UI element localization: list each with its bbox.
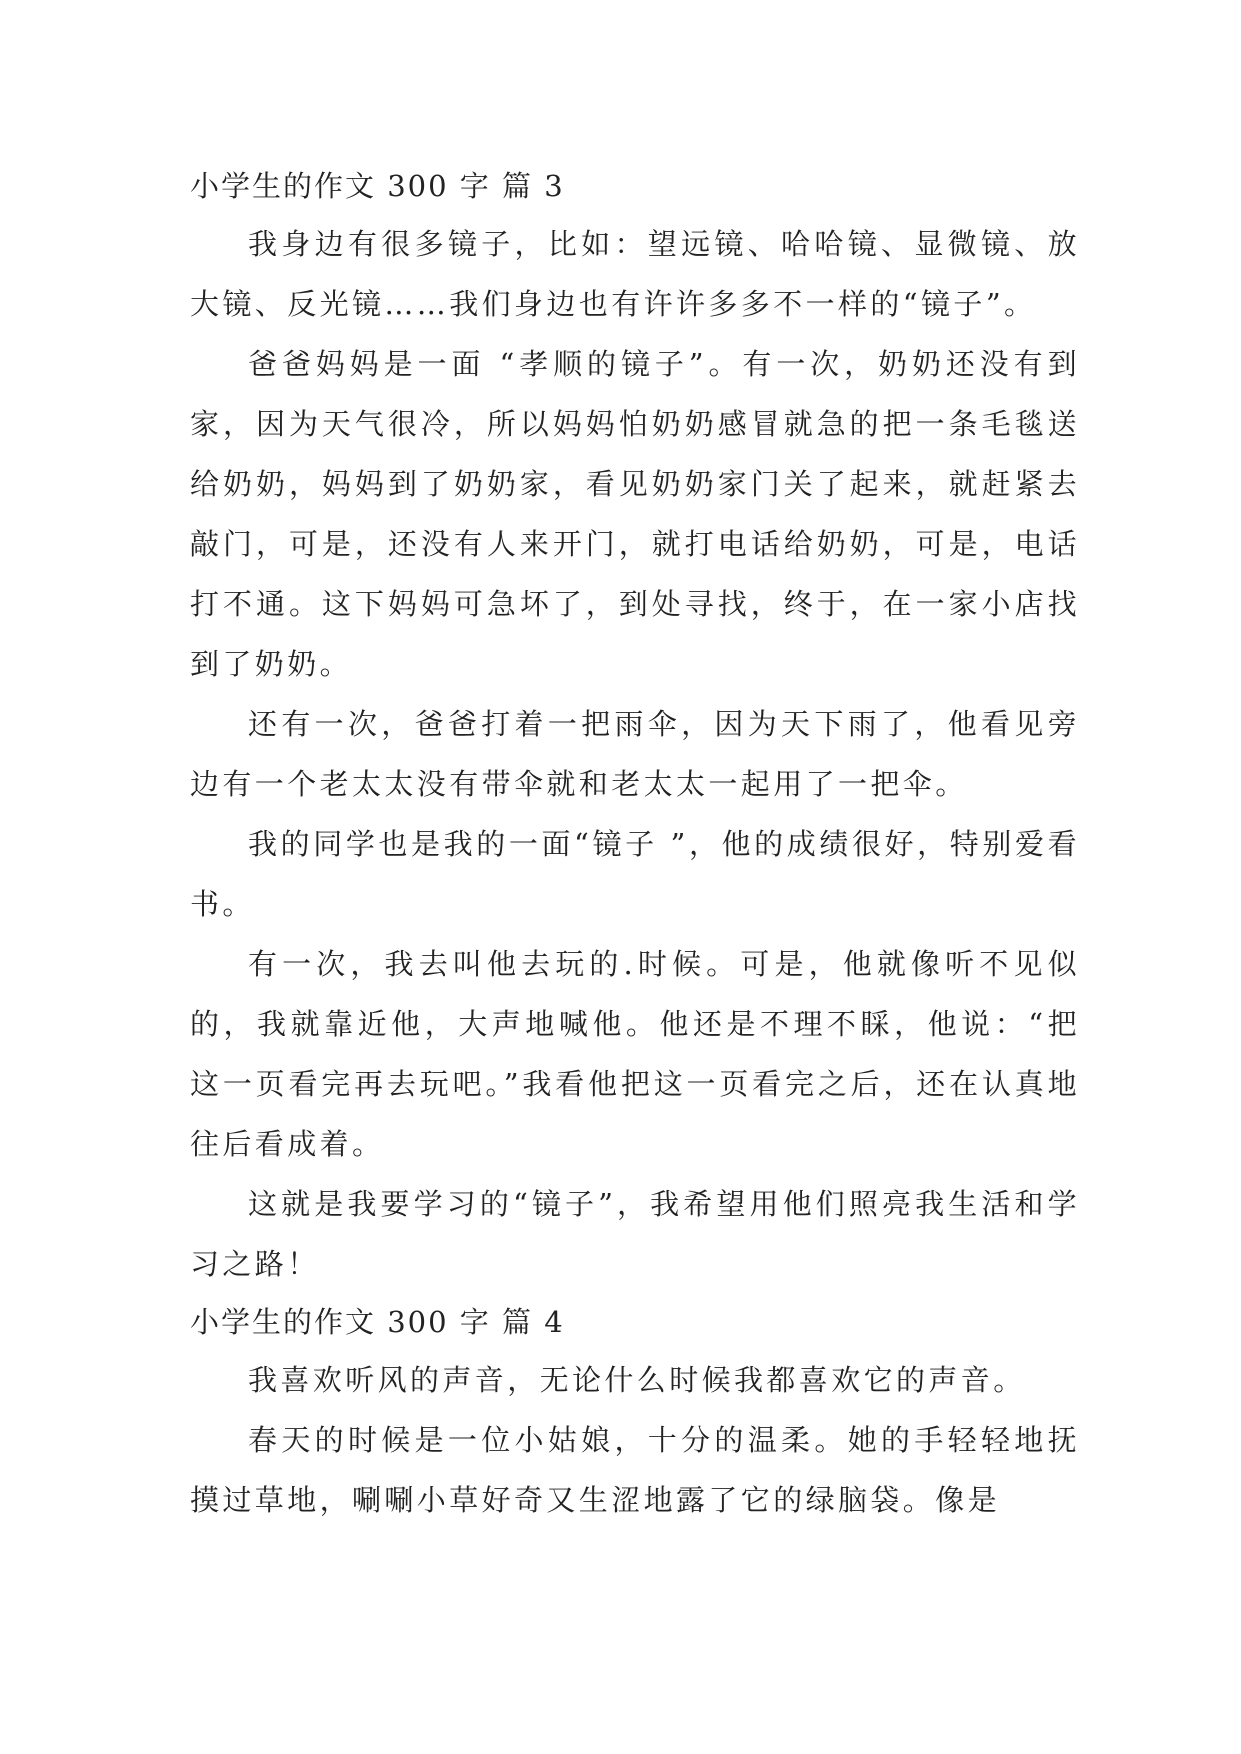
- paragraph: 我的同学也是我的一面“镜子 ”，他的成绩很好，特别爱看书。: [190, 827, 1080, 921]
- paragraph: 我身边有很多镜子，比如：望远镜、哈哈镜、显微镜、放大镜、反光镜……我们身边也有许许多多不一样的“镜子”。: [190, 227, 1080, 321]
- paragraph: 这就是我要学习的“镜子”，我希望用他们照亮我生活和学习之路！: [190, 1187, 1080, 1281]
- paragraph: 我喜欢听风的声音，无论什么时候我都喜欢它的声音。: [248, 1363, 1026, 1397]
- section-heading-3: 小学生的作文 300 字 篇 3: [190, 169, 565, 203]
- paragraph: 有一次，我去叫他去玩的.时候。可是，他就像听不见似的，我就靠近他，大声地喊他。他还是不理不睬，他说：“把这一页看完再去玩吧。”我看他把这一页看完之后，还在认真地往后看成着。: [190, 947, 1080, 1161]
- paragraph: 还有一次，爸爸打着一把雨伞，因为天下雨了，他看见旁边有一个老太太没有带伞就和老太太一起用了一把伞。: [190, 707, 1080, 801]
- paragraph: 春天的时候是一位小姑娘，十分的温柔。她的手轻轻地抚摸过草地，唰唰小草好奇又生涩地露了它的绿脑袋。像是: [190, 1423, 1080, 1517]
- section-heading-4: 小学生的作文 300 字 篇 4: [190, 1305, 565, 1339]
- document-body: [190, 158, 1080, 1530]
- paragraph: 爸爸妈妈是一面 “孝顺的镜子”。有一次，奶奶还没有到家，因为天气很冷，所以妈妈怕奶奶感冒就急的把一条毛毯送给奶奶，妈妈到了奶奶家，看见奶奶家门关了起来，就赶紧去敲门，可是，还没有人来开门，就打电话给奶奶，可是，电话打不通。这下妈妈可急坏了，到处寻找，终于，在一家小店找到了奶奶。: [190, 347, 1080, 681]
